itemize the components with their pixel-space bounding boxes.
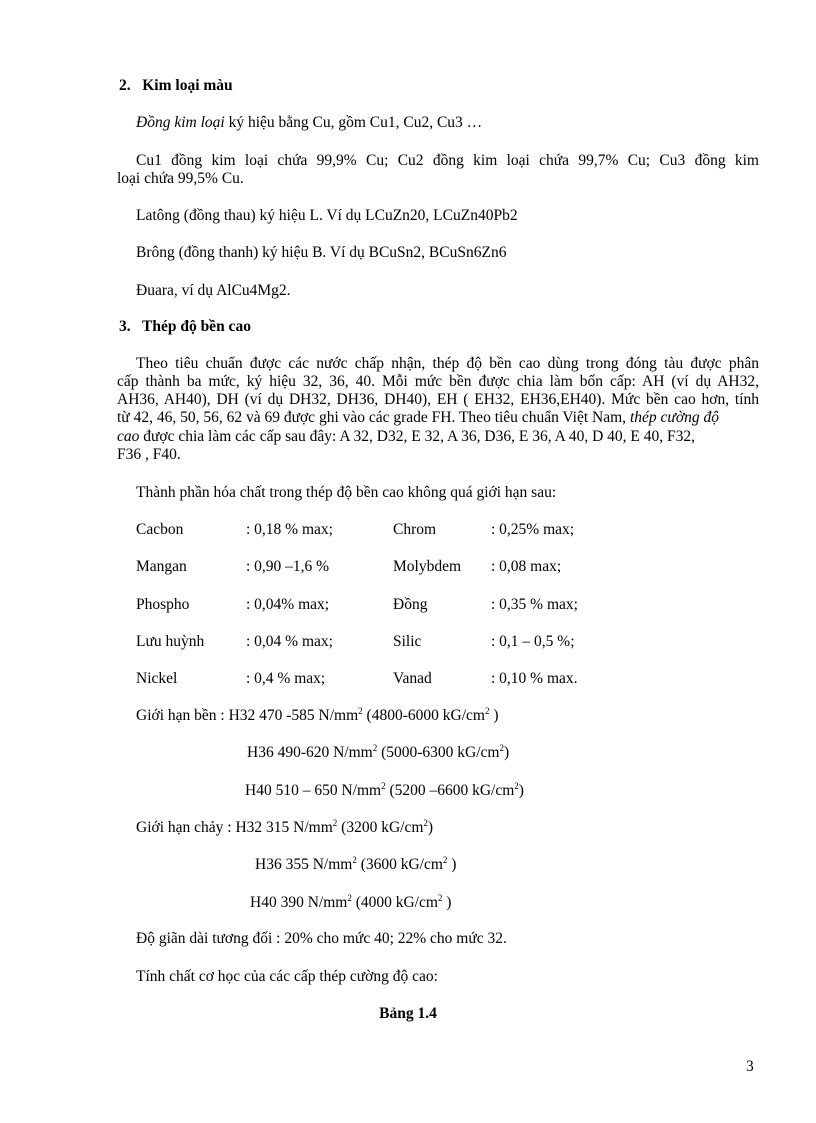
tensile-h40-kg: (5200 –6600 kG/cm	[385, 782, 515, 799]
brong-paragraph: Brông (đồng thanh) ký hiệu B. Ví dụ BCuSn2, BCuSn6Zn6	[136, 244, 507, 261]
tensile-h40-value: H40 510 – 650 N/mm	[245, 782, 382, 799]
yield-h36-kg: (3600 kG/cm	[356, 856, 443, 873]
table-caption: Bảng 1.4	[379, 1005, 437, 1022]
copper-definition: ký hiệu bằng Cu, gồm Cu1, Cu2, Cu3 …	[224, 114, 483, 131]
tensile-h32-line	[136, 707, 498, 725]
tensile-h32-kg: (4800-6000 kG/cm	[362, 707, 485, 724]
tensile-h36-kg: (5000-6300 kG/cm	[377, 744, 500, 761]
superscript-2: 2	[352, 855, 357, 865]
section-2-number: 2.	[119, 77, 131, 94]
hs-para-line-2: cấp thành ba mức, ký hiệu 32, 36, 40. Mỗi mức bền được chia làm bốn cấp: AH (ví dụ AH32,	[117, 373, 759, 390]
superscript-2: 2	[381, 781, 386, 791]
yield-h36-end: )	[447, 856, 457, 873]
yield-h32-value: : H32 315 N/mm	[223, 819, 333, 836]
copper-term: Đồng kim loại	[136, 114, 225, 131]
composition-right-name: Đồng	[393, 596, 428, 613]
hs-term-vn: thép cường độ	[629, 409, 719, 426]
composition-right-name: Chrom	[393, 521, 437, 538]
copper-grades-line-2: loại chứa 99,5% Cu.	[117, 170, 244, 187]
hs-para-line-4-text: từ 42, 46, 50, 56, 62 và 69 được ghi vào các grade FH. Theo tiêu chuẩn Việt Nam,	[117, 409, 627, 426]
yield-label: Giới hạn chảy	[136, 819, 224, 836]
composition-left-name: Lưu huỳnh	[136, 633, 205, 650]
tensile-label: Giới hạn bền	[136, 707, 217, 724]
composition-left-value: : 0,4 % max;	[246, 670, 326, 687]
superscript-2: 2	[347, 893, 352, 903]
yield-h32-line	[136, 819, 433, 837]
section-3-title: Thép độ bền cao	[141, 318, 251, 335]
composition-right-value: : 0,35 % max;	[491, 596, 578, 613]
hs-para-line-6: F36 , F40.	[117, 446, 181, 463]
composition-intro: Thành phần hóa chất trong thép độ bền cao không quá giới hạn sau:	[136, 484, 557, 501]
tensile-h36-value: H36 490-620 N/mm	[247, 744, 373, 761]
yield-h36-line	[255, 856, 456, 874]
composition-left-name: Cacbon	[136, 521, 184, 538]
tensile-h36-line	[247, 744, 509, 762]
copper-paragraph	[136, 114, 482, 132]
tensile-h40-line	[245, 782, 524, 800]
composition-left-name: Mangan	[136, 558, 187, 575]
superscript-2: 2	[499, 743, 504, 753]
composition-left-name: Nickel	[136, 670, 178, 687]
hs-para-line-5	[117, 428, 695, 446]
section-3-heading	[119, 318, 251, 336]
composition-left-value: : 0,90 –1,6 %	[246, 558, 330, 575]
superscript-2: 2	[437, 893, 443, 903]
superscript-2: 2	[372, 743, 378, 753]
composition-left-name: Phospho	[136, 596, 190, 613]
tensile-h32-end: )	[489, 707, 499, 724]
yield-h32-kg: (3200 kG/cm	[337, 819, 424, 836]
yield-h40-line	[250, 894, 451, 912]
composition-left-value: : 0,18 % max;	[246, 521, 333, 538]
mechanical-intro: Tính chất cơ học của các cấp thép cường độ cao:	[136, 968, 438, 985]
yield-h40-value: H40 390 N/mm	[250, 894, 348, 911]
superscript-2: 2	[514, 781, 519, 791]
composition-left-value: : 0,04 % max;	[246, 633, 333, 650]
yield-h36-value: H36 355 N/mm	[255, 856, 353, 873]
superscript-2: 2	[332, 818, 338, 828]
hs-para-line-1: Theo tiêu chuẩn được các nước chấp nhận, thép độ bền cao dùng trong đóng tàu được phân	[136, 355, 759, 372]
duara-paragraph: Đuara, ví dụ AlCu4Mg2.	[136, 282, 291, 299]
elongation-line: Độ giãn dài tương đối : 20% cho mức 40; 22% cho mức 32.	[136, 930, 507, 947]
tensile-h36-end: )	[503, 744, 510, 761]
composition-right-value: : 0,10 % max.	[491, 670, 578, 687]
section-3-number: 3.	[119, 318, 131, 335]
superscript-2: 2	[423, 818, 428, 828]
tensile-h32-value: : H32 470 -585 N/mm	[216, 707, 359, 724]
hs-para-line-5-text: được chia làm các cấp sau đây: A 32, D32, E 32, A 36, D36, E 36, A 40, D 40, E 40, F32,	[139, 428, 695, 445]
composition-right-name: Silic	[393, 633, 422, 650]
composition-right-name: Molybdem	[393, 558, 462, 575]
composition-left-value: : 0,04% max;	[246, 596, 330, 613]
hs-para-line-3: AH36, AH40), DH (ví dụ DH32, DH36, DH40), EH ( EH32, EH36,EH40). Mức bền cao hơn, tính	[117, 391, 759, 408]
hs-term-vn-cont: cao	[117, 428, 140, 445]
hs-para-line-4	[117, 409, 719, 427]
composition-right-value: : 0,08 max;	[491, 558, 562, 575]
yield-h40-end: )	[442, 894, 452, 911]
section-2-title: Kim loại màu	[142, 77, 233, 94]
yield-h40-kg: (4000 kG/cm	[351, 894, 438, 911]
section-2-heading	[119, 77, 233, 95]
latong-paragraph: Latông (đồng thau) ký hiệu L. Ví dụ LCuZn20, LCuZn40Pb2	[136, 207, 518, 224]
yield-h32-end: )	[427, 819, 434, 836]
composition-right-value: : 0,25% max;	[491, 521, 575, 538]
copper-grades-line-1: Cu1 đồng kim loại chứa 99,9% Cu; Cu2 đồng kim loại chứa 99,7% Cu; Cu3 đồng kim	[136, 152, 759, 169]
superscript-2: 2	[442, 855, 448, 865]
composition-right-name: Vanad	[393, 670, 432, 687]
page-number: 3	[746, 1058, 754, 1075]
composition-right-value: : 0,1 – 0,5 %;	[491, 633, 575, 650]
superscript-2: 2	[358, 706, 363, 716]
tensile-h40-end: )	[518, 782, 524, 799]
superscript-2: 2	[484, 706, 490, 716]
